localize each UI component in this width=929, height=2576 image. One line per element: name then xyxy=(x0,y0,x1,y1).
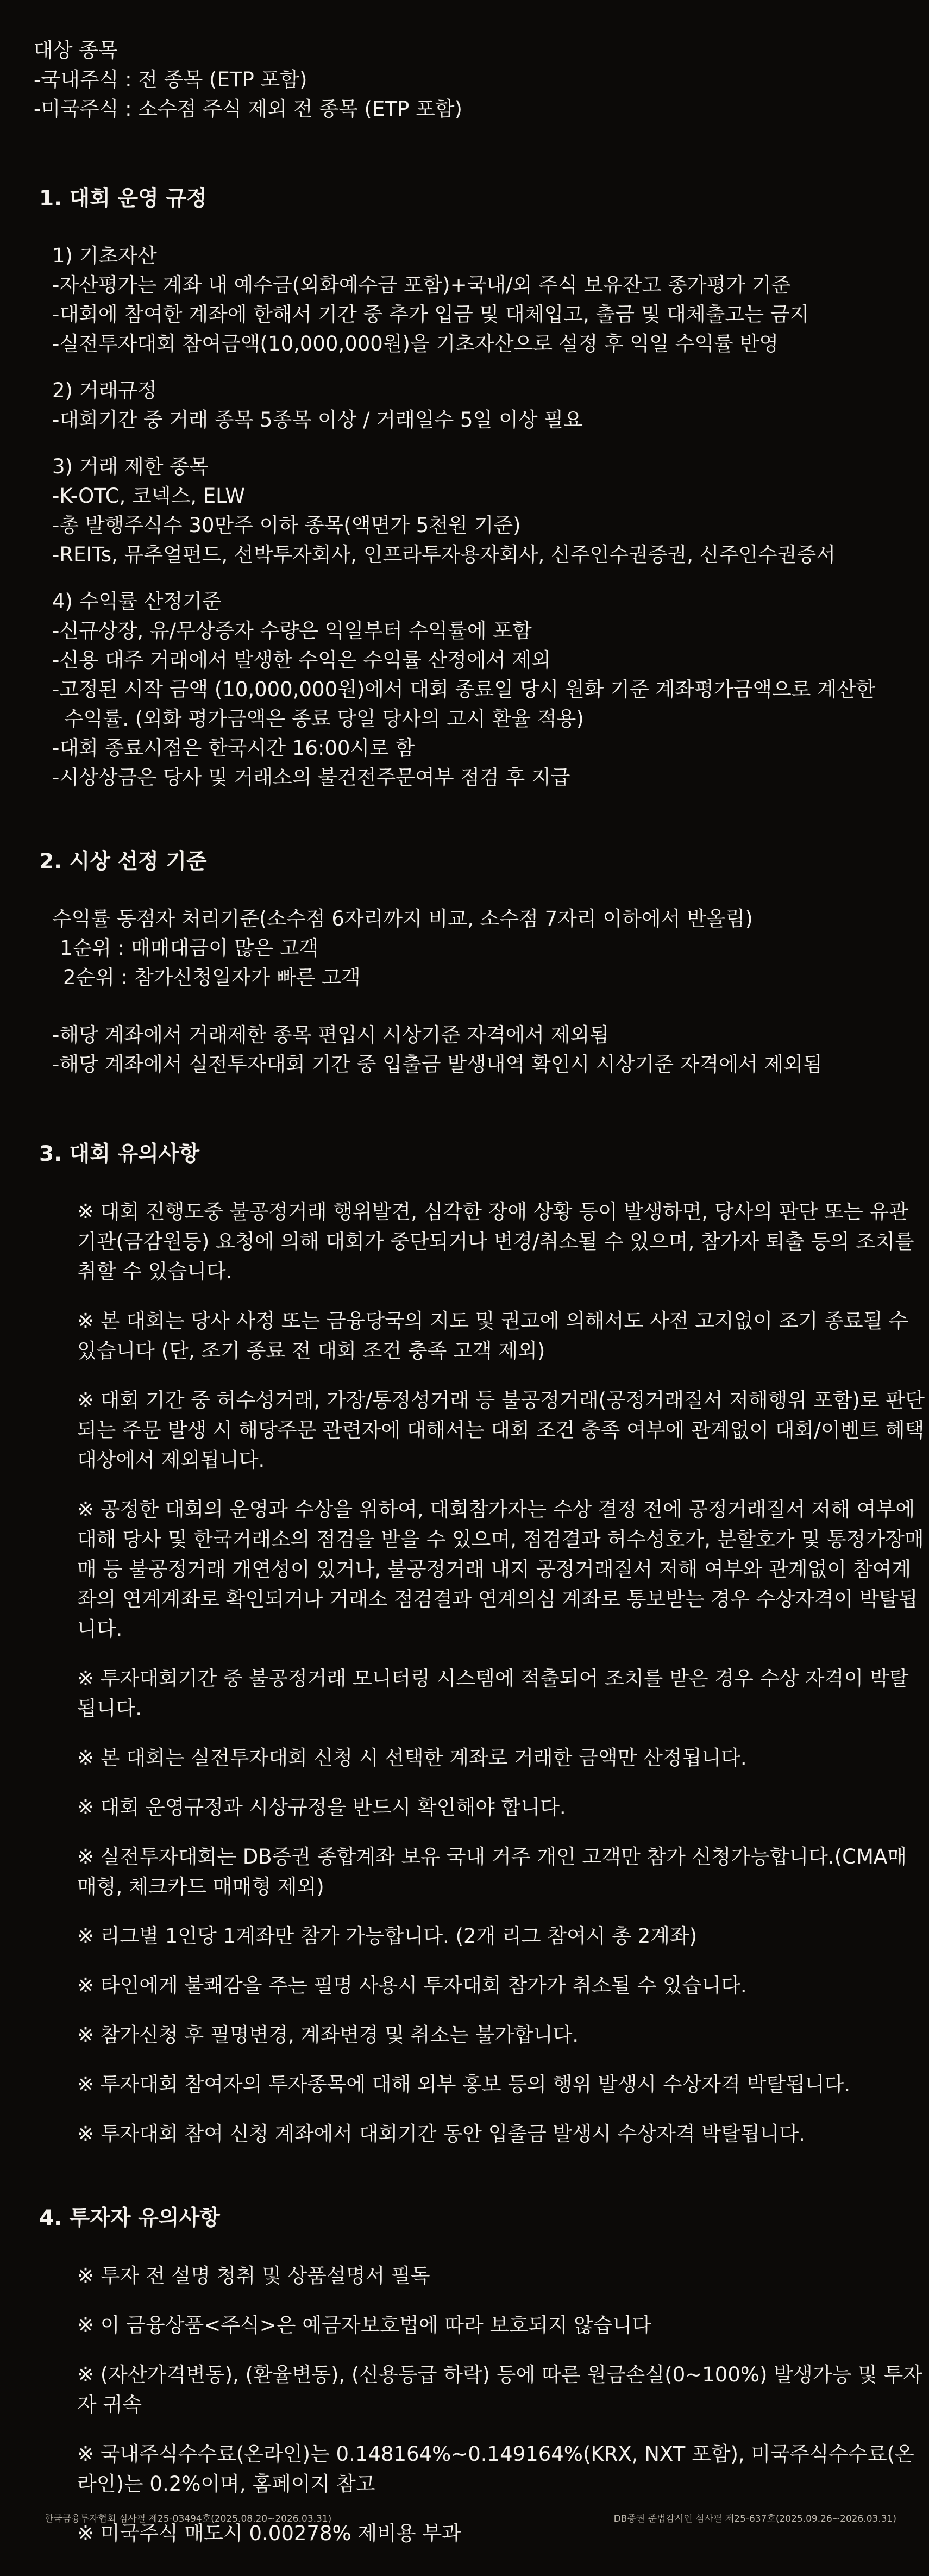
sub-heading: 4) 수익률 산정기준 xyxy=(52,590,222,613)
contest-note: ※ 공정한 대회의 운영과 수상을 위하여, 대회참가자는 수상 결정 전에 공정거래질서 저해 여부에 대해 당사 및 한국거래소의 점검을 받을 수 있으며, 점검결과 허수성호가, 분할호가 및 통정가장매매 등 불공정거래 개연성이 있거나, 불공정거래 내지 공정거래질서 저해 여부와 관계없이 참여계좌의 연계계좌로 확인되거나 거래소 점검결과 연계의심 계좌로 통보받는 경우 수상자격이 박탈됩니다. xyxy=(77,1498,924,1641)
target-stocks-heading: 대상 종목 xyxy=(34,39,118,62)
sub-restricted-stocks xyxy=(52,452,896,570)
tie-break-line: 수익률 동점자 처리기준(소수점 6자리까지 비교, 소수점 7자리 이하에서 반올림) xyxy=(52,907,753,930)
sub-trading-rules xyxy=(52,376,896,435)
contest-note: ※ 본 대회는 당사 사정 또는 금융당국의 지도 및 권고에 의해서도 사전 고지없이 조기 종료될 수 있습니다 (단, 조기 종료 전 대회 조건 충족 고객 제외) xyxy=(77,1309,908,1362)
section-title: 1. 대회 운영 규정 xyxy=(39,186,207,211)
kofia-approval-text: 한국금융투자협회 심사필 제25-03494호(2025.08.20~2026.03.31) xyxy=(45,2514,332,2524)
contest-note: ※ 본 대회는 실전투자대회 신청 시 선택한 계좌로 거래한 금액만 산정됩니다. xyxy=(77,1746,747,1770)
contest-note: ※ 참가신청 후 필명변경, 계좌변경 및 취소는 불가합니다. xyxy=(77,2023,579,2047)
section-investor-notes xyxy=(33,2203,922,2548)
contest-note: ※ 대회 운영규정과 시상규정을 반드시 확인해야 합니다. xyxy=(77,1796,566,1819)
contest-note: ※ 투자대회 참여자의 투자종목에 대해 외부 홍보 등의 행위 발생시 수상자격 박탈됩니다. xyxy=(77,2073,851,2096)
target-stocks-block xyxy=(33,36,896,124)
sub-heading: 2) 거래규정 xyxy=(52,379,157,402)
sub-return-calculation xyxy=(52,587,896,792)
investor-note: ※ 이 금융상품<주식>은 예금자보호법에 따라 보호되지 않습니다 xyxy=(77,2314,652,2337)
exclusion-line: -해당 계좌에서 거래제한 종목 편입시 시상기준 자격에서 제외됨 xyxy=(52,1023,609,1047)
rule-line: -신용 대주 거래에서 발생한 수익은 수익률 산정에서 제외 xyxy=(52,648,551,672)
rule-line: -대회에 참여한 계좌에 한해서 기간 중 추가 입금 및 대체입고, 출금 및 대체출고는 금지 xyxy=(52,303,809,326)
contest-note: ※ 리그별 1인당 1계좌만 참가 가능합니다. (2개 리그 참여시 총 2계좌) xyxy=(77,1924,698,1948)
compliance-footer xyxy=(45,2511,896,2524)
section-contest-notes xyxy=(33,1139,925,2149)
contest-note: ※ 투자대회기간 중 불공정거래 모니터링 시스템에 적출되어 조치를 받은 경우 수상 자격이 박탈됩니다. xyxy=(77,1667,909,1720)
investor-note: ※ 투자 전 설명 청취 및 상품설명서 필독 xyxy=(77,2264,430,2287)
contest-note: ※ 타인에게 불쾌감을 주는 필명 사용시 투자대회 참가가 취소될 수 있습니다. xyxy=(77,1974,747,1997)
investor-note: ※ 국내주식수수료(온라인)는 0.148164%~0.149164%(KRX, NXT 포함), 미국주식수수료(온라인)는 0.2%이며, 홈페이지 참고 xyxy=(77,2442,914,2496)
rule-line: -대회기간 중 거래 종목 5종목 이상 / 거래일수 5일 이상 필요 xyxy=(52,408,583,432)
rule-line-continued: 수익률. (외화 평가금액은 종료 당일 당사의 고시 환율 적용) xyxy=(64,707,584,730)
investor-note: ※ 미국주식 매도시 0.00278% 제비용 부과 xyxy=(77,2522,461,2545)
target-us-line: -미국주식 : 소수점 주식 제외 전 종목 (ETP 포함) xyxy=(34,97,462,121)
rule-line: -총 발행주식수 30만주 이하 종목(액면가 5천원 기준) xyxy=(52,514,521,537)
rank-1-line: 1순위 : 매매대금이 많은 고객 xyxy=(60,936,319,960)
rule-line: -고정된 시작 금액 (10,000,000원)에서 대회 종료일 당시 원화 기준 계좌평가금액으로 계산한 xyxy=(52,678,876,701)
section-title: 2. 시상 선정 기준 xyxy=(39,849,207,874)
rule-line: -대회 종료시점은 한국시간 16:00시로 함 xyxy=(52,736,415,760)
section-award-criteria xyxy=(33,847,896,1079)
section-title: 4. 투자자 유의사항 xyxy=(39,2206,220,2230)
sub-heading: 3) 거래 제한 종목 xyxy=(52,455,209,478)
investor-note: ※ (자산가격변동), (환율변동), (신용등급 하락) 등에 따른 원금손실(0~100%) 발생가능 및 투자자 귀속 xyxy=(77,2363,922,2416)
sub-base-assets xyxy=(52,241,896,359)
exclusion-line: -해당 계좌에서 실전투자대회 기간 중 입출금 발생내역 확인시 시상기준 자격에서 제외됨 xyxy=(52,1053,823,1076)
rule-line: -실전투자대회 참여금액(10,000,000원)을 기초자산으로 설정 후 익일 수익률 반영 xyxy=(52,332,779,355)
sub-heading: 1) 기초자산 xyxy=(52,244,157,267)
section-operation-rules xyxy=(33,184,896,792)
spacer xyxy=(33,992,896,1021)
contest-note: ※ 대회 기간 중 허수성거래, 가장/통정성거래 등 불공정거래(공정거래질서 저해행위 포함)로 판단되는 주문 발생 시 해당주문 관련자에 대해서는 대회 조건 충족 여부에 관계없이 대회/이벤트 혜택 대상에서 제외됩니다. xyxy=(77,1389,925,1472)
rule-line: -자산평가는 계좌 내 예수금(외화예수금 포함)+국내/외 주식 보유잔고 종가평가 기준 xyxy=(52,273,791,297)
rank-2-line: 2순위 : 참가신청일자가 빠른 고객 xyxy=(63,966,361,989)
rule-line: -시상상금은 당사 및 거래소의 불건전주문여부 점검 후 지급 xyxy=(52,766,570,789)
rule-line: -신규상장, 유/무상증자 수량은 익일부터 수익률에 포함 xyxy=(52,619,532,642)
rule-line: -REITs, 뮤추얼펀드, 선박투자회사, 인프라투자용자회사, 신주인수권증권, 신주인수권증서 xyxy=(52,543,836,566)
rule-line: -K-OTC, 코넥스, ELW xyxy=(52,484,245,508)
contest-note: ※ 실전투자대회는 DB증권 종합계좌 보유 국내 거주 개인 고객만 참가 신청가능합니다.(CMA매매형, 체크카드 매매형 제외) xyxy=(77,1845,907,1898)
target-domestic-line: -국내주식 : 전 종목 (ETP 포함) xyxy=(34,68,307,91)
section-title: 3. 대회 유의사항 xyxy=(39,1142,200,1166)
compliance-approval-text: DB증권 준법감시인 심사필 제25-637호(2025.09.26~2026.03.31) xyxy=(613,2514,896,2524)
contest-note: ※ 대회 진행도중 불공정거래 행위발견, 심각한 장애 상황 등이 발생하면, 당사의 판단 또는 유관기관(금감원등) 요청에 의해 대회가 중단되거나 변경/취소될 수 있으며, 참가자 퇴출 등의 조치를 취할 수 있습니다. xyxy=(77,1200,914,1283)
contest-note: ※ 투자대회 참여 신청 계좌에서 대회기간 동안 입출금 발생시 수상자격 박탈됩니다. xyxy=(77,2122,805,2146)
